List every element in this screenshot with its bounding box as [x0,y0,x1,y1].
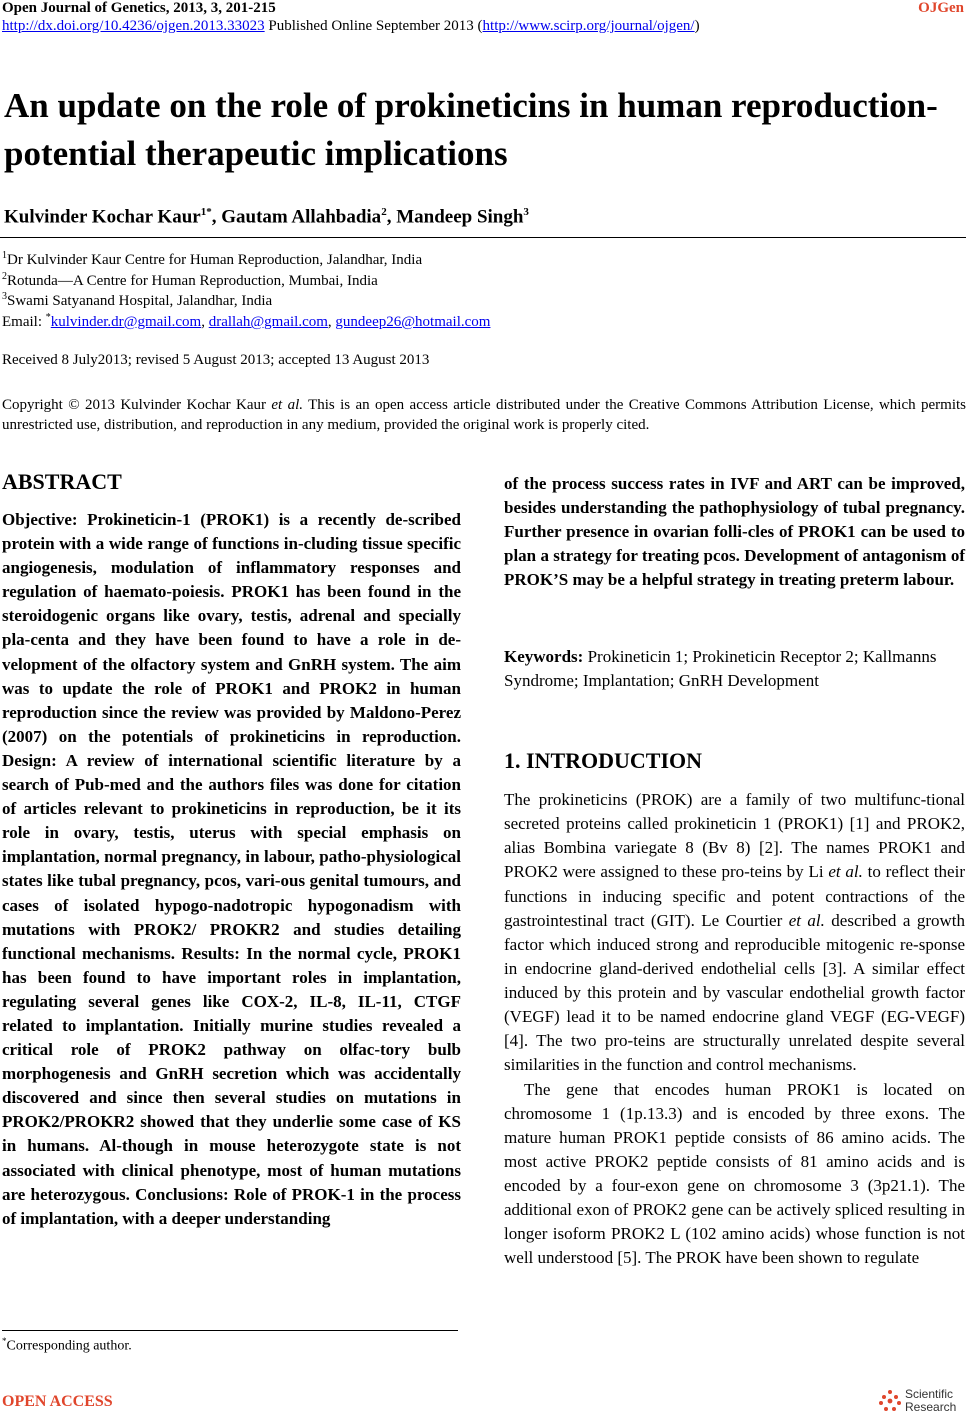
email-label: Email: [2,314,46,330]
paragraph-text: to reflect their functions in inducing specific and potent contractions of the gastrointestinal tract (GIT). Le Courtier [504,862,965,930]
author-divider [0,237,966,238]
paragraph-text: described a growth factor which induced strong and reproducible mitogenic re-sponse in endocrine gland-derived endothelial cells [3]. A similar effect induced by this protein and by vascular endothelial growth factor (VEGF) lead it to be named endocrine gland VEGF (EG-VEGF) [4]. The two pro-teins are structurally unrelated despite several similarities in the function and control mechanisms. [504,910,965,1075]
open-access-label: OPEN ACCESS [2,1393,113,1410]
footnote-star: * [2,1336,7,1346]
email-line [2,312,490,331]
footnote-divider [2,1330,458,1331]
copyright-notice [2,395,966,435]
copyright-pre: Copyright © 2013 Kulvinder Kochar Kaur [2,397,272,413]
author-name: Gautam Allahbadia [221,206,382,228]
abstract-body-left: Objective: Prokineticin-1 (PROK1) is a recently de-scribed protein with a wide range of functions in-cluding tissue specific angiogenesis, modulation of inflammatory responses and regulation of haemato-poiesis. PROK1 has been found in the steroidogenic organs like ovary, testis, adrenal and specially pla-centa and they have been found to have a role in de-velopment of the olfactory system and GnRH system. The aim was to update the role of PROK1 and PROK2 in human reproduction since the review was provided by Maldono-Perez (2007) on the potentials of prokineticins in reproduction. Design: A review of international scientific literature by a search of Pub-med and the authors files was done for citation of articles relevant to prokineticins in reproduction, be it its role in ovary, testis, uterus with special emphasis on implantation, normal pregnancy, in labour, patho-physiological states like tubal pregnancy, pcos, vari-ous genital tumours, and cases of isolated hypogo-nadotropic hypogonadism with mutations with PROK2/ PROKR2 and studies detailing functional mechanisms. Results: In the normal cycle, PROK1 has been found to have important roles in implantation, regulating several genes like COX-2, IL-8, IL-11, CTGF related to implantation. Initially murine studies revealed a critical role of PROK2 pathway on olfac-tory bulb morphogenesis and GnRH secretion which was accidentally discovered and since then several studies on mutations in PROK2/PROKR2 showed that they underlie some case of KS in humans. Al-though in mouse heterozygote state is not associated with clinical phenotype, most of human mutations are heterozygous. Conclusions: Role of PROK-1 in the process of implantation, with a deeper understanding [2,510,461,1228]
email-link[interactable]: kulvinder.dr@gmail.com [50,314,202,330]
email-link[interactable]: gundeep26@hotmail.com [335,314,491,330]
scientific-research-logo-icon [878,1389,902,1413]
journal-citation: Open Journal of Genetics, 2013, 3, 201-215 [2,0,276,16]
email-star: * [45,312,51,323]
publisher-logo [878,1388,956,1414]
author-name: Mandeep Singh [396,206,524,228]
author-name: Kulvinder Kochar Kaur [4,206,201,228]
publisher-name [905,1388,956,1414]
paragraph-text: The prokineticins (PROK) are a family of two multifunc-tional secreted proteins called prokineticin 1 (PROK1) [1] and PROK2, alias Bombina variegate 8 (Bv 8) [2]. The names PROK1 and PROK2 were assigned to these pro-teins by Li [504,790,965,882]
etal: et al. [828,862,863,882]
keywords-text: Prokineticin 1; Prokineticin Receptor 2; Kallmanns Syndrome; Implantation; GnRH Development [504,647,937,690]
footnote [2,1336,132,1355]
affiliation-number: 2 [2,271,7,282]
author-list [4,206,529,228]
keywords [504,645,965,693]
copyright-etal: et al. [271,397,303,413]
author-affil-mark: 3 [523,206,529,218]
article-title: An update on the role of prokineticins in human reproduction-potential therapeutic implications [4,86,938,173]
doi-link[interactable]: http://dx.doi.org/10.4236/ojgen.2013.33023 [2,18,265,34]
abstract-heading: ABSTRACT [2,469,122,494]
email-link[interactable]: drallah@gmail.com [208,314,328,330]
publisher-line: Scientific [905,1387,954,1401]
affiliation-text: Dr Kulvinder Kaur Centre for Human Reproduction, Jalandhar, India [7,252,423,268]
journal-link[interactable]: http://www.scirp.org/journal/ojgen/ [482,18,695,34]
published-text: Published Online September 2013 ( [264,18,483,34]
email-separator: , [327,314,336,330]
author-affil-mark: 1* [200,206,212,218]
close-paren: ) [694,18,700,34]
author-affil-mark: 2 [381,206,387,218]
paragraph [504,788,965,1078]
affiliation [2,250,422,269]
journal-abbreviation: OJGen [918,0,964,16]
affiliation-number: 3 [2,291,7,302]
email-separator: , [201,314,209,330]
publication-line [2,18,700,35]
introduction-heading: 1. INTRODUCTION [504,748,703,773]
etal: et al. [788,910,825,930]
abstract-body-right: of the process success rates in IVF and ART can be improved, besides understanding the pathophysiology of tubal pregnancy. Further presence in ovarian folli-cles of PROK1 can be used to plan a strategy for treating pcos. Development of antagonism of PROK’S may be a helpful strategy in treating preterm labour. [504,474,965,590]
introduction-body [504,788,965,1271]
author-separator: , [211,206,222,228]
publisher-line: Research [905,1400,957,1414]
keywords-label: Keywords: [504,647,584,666]
received-dates: Received 8 July2013; revised 5 August 2013; accepted 13 August 2013 [2,352,430,368]
affiliation [2,291,272,310]
affiliation [2,271,378,290]
copyright-post: This is an open access article distributed under the Creative Commons Attribution License, which permits unrestricted use, distribution, and reproduction in any medium, provided the original work is properly cited. [2,397,966,433]
affiliation-number: 1 [2,250,7,261]
affiliation-text: Swami Satyanand Hospital, Jalandhar, India [7,293,273,309]
footnote-text: Corresponding author. [6,1338,132,1354]
author-separator: , [386,206,397,228]
affiliation-text: Rotunda—A Centre for Human Reproduction, Mumbai, India [7,273,378,289]
paragraph: The gene that encodes human PROK1 is located on chromosome 1 (1p.13.3) and is encoded by three exons. The mature human PROK1 peptide consists of 86 amino acids. The most active PROK2 peptide consists of 81 amino acids and is encoded by a four-exon gene on chromosome 3 (3p21.1). The additional exon of PROK2 gene can be actively spliced resulting in longer isoform PROK2 L (102 amino acids) whose function is not well understood [5]. The PROK have been shown to regulate [504,1079,965,1268]
